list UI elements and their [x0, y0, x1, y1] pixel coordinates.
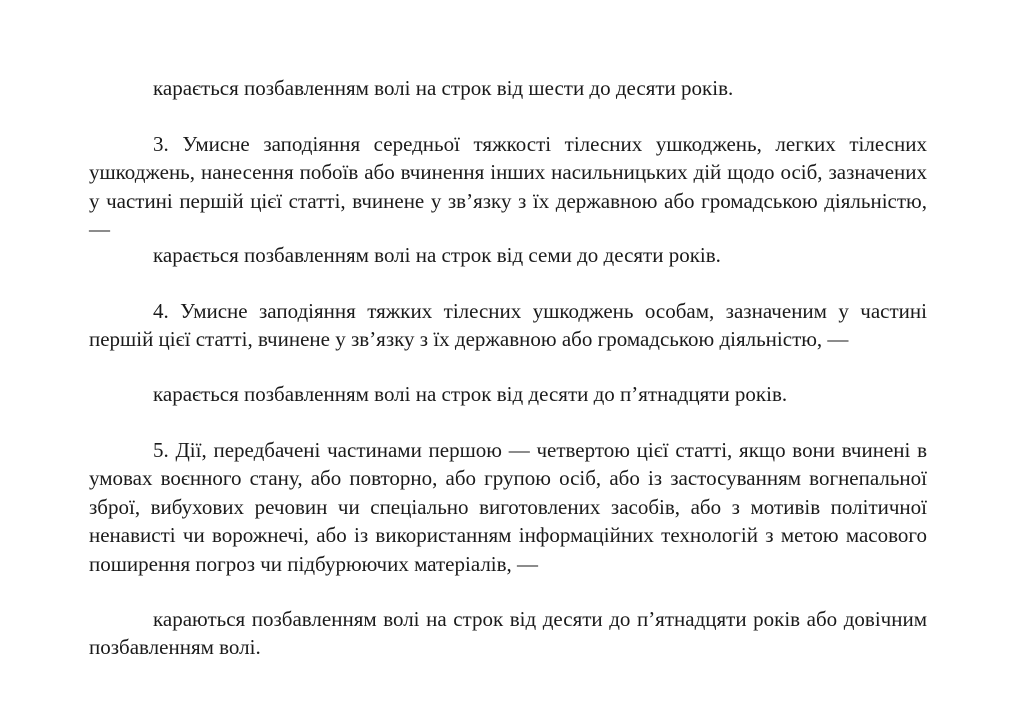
- penalty-part-4: карається позбавленням волі на строк від десяти до п’ятнадцяти років.: [153, 382, 788, 406]
- penalty-part-3: карається позбавленням волі на строк від семи до десяти років.: [153, 243, 721, 267]
- article-part-3: 3. Умисне заподіяння середньої тяжкості тілесних ушкоджень, легких тілесних ушкоджень, нанесення побоїв або вчинення інших насильницьких дій щодо осіб, зазначених у частині першій цієї статті, вчинене у зв’язку з їх державною або громадською діяльністю, —: [89, 132, 927, 242]
- penalty-part-5: караються позбавленням волі на строк від десяти до п’ятнадцяти років або довічним позбавленням волі.: [89, 607, 927, 660]
- article-part-4: 4. Умисне заподіяння тяжких тілесних ушкоджень особам, зазначеним у частині першій цієї статті, вчинене у зв’язку з їх державною або громадською діяльністю, —: [89, 299, 927, 352]
- article-part-5: 5. Дії, передбачені частинами першою — четвертою цієї статті, якщо вони вчинені в умовах воєнного стану, або повторно, або групою осіб, або із застосуванням вогнепальної зброї, вибухових речовин чи спеціально виготовлених засобів, або з мотивів політичної ненависті чи ворожнечі, або із використанням інформаційних технологій з метою масового поширення погроз чи підбурюючих матеріалів, —: [89, 438, 927, 576]
- penalty-part-2: карається позбавленням волі на строк від шести до десяти років.: [153, 76, 734, 100]
